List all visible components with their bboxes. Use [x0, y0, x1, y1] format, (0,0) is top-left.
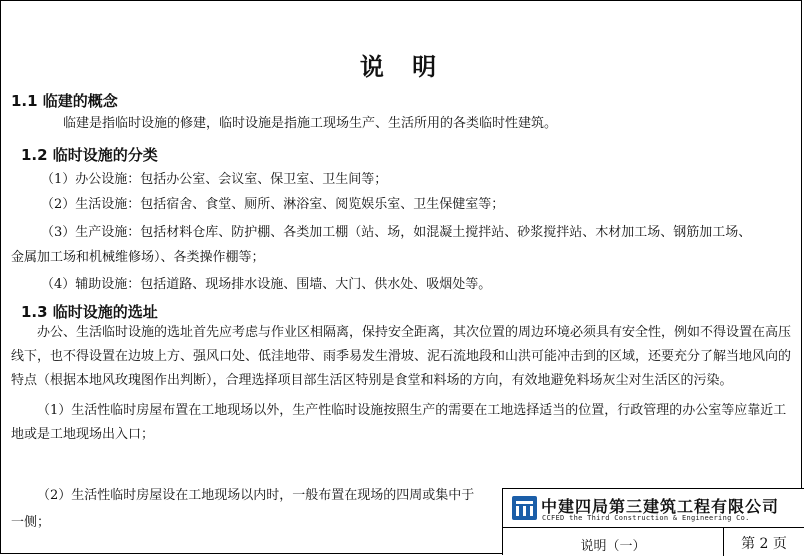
- classification-item: （2）生活设施：包括宿舍、食堂、厕所、淋浴室、阅览娱乐室、卫生保健室等；: [41, 197, 505, 212]
- classification-item: （4）辅助设施：包括道路、现场排水设施、围墙、大门、供水处、吸烟处等。: [41, 277, 492, 292]
- classification-item: （3）生产设施：包括材料仓库、防护棚、各类加工棚（站、场，如混凝土搅拌站、砂浆搅拌站、木材加工场、钢筋加工场、: [41, 225, 752, 240]
- section-heading-1-2: 1.2 临时设施的分类: [21, 146, 158, 164]
- section-heading-1-1: 1.1 临建的概念: [11, 92, 118, 110]
- siting-point-1: （1）生活性临时房屋布置在工地现场以外，生产性临时设施按照生产的需要在工地选择适当的位置，行政管理的办公室等应靠近工地或是工地现场出入口；: [11, 403, 787, 442]
- section-1-3-body: [11, 321, 797, 447]
- classification-item: （1）办公设施：包括办公室、会议室、保卫室、卫生间等；: [41, 172, 388, 187]
- siting-paragraph: 办公、生活临时设施的选址首先应考虑与作业区相隔离，保持安全距离，其次位置的周边环境必须具有安全性，例如不得设置在高压线下，也不得设置在边坡上方、强风口处、低洼地带、雨季易发生滑坡、泥石流地段和山洪可能冲击到的区域，还要充分了解当地风向的特点（根据本地风玫瑰图作出判断），合理选择项目部生活区特别是食堂和料场的方向，有效地避免料场灰尘对生活区的污染。: [11, 325, 792, 388]
- page-number: 第 2 页: [741, 536, 787, 552]
- page-title: 说 明: [359, 52, 447, 81]
- drawing-name: 说明（一）: [580, 539, 646, 554]
- company-name-en: CCFED the Third Construction & Engineering Co.: [542, 514, 750, 522]
- siting-point-2: （2）生活性临时房屋设在工地现场以内时，一般布置在现场的四周或集中于: [37, 488, 475, 503]
- company-header: [503, 489, 804, 528]
- siting-point-2-continued: 一侧；: [11, 515, 51, 530]
- title-block: [502, 488, 804, 555]
- cscec-logo-icon: [512, 496, 537, 520]
- company-name-cn: 中建四局第三建筑工程有限公司: [541, 497, 780, 516]
- classification-item-continued: 金属加工场和机械维修场）、各类操作棚等；: [11, 250, 265, 265]
- section-1-1-text: 临建是指临时设施的修建，临时设施是指施工现场生产、生活所用的各类临时性建筑。: [63, 116, 558, 131]
- title-block-info: [503, 528, 804, 556]
- section-heading-1-3: 1.3 临时设施的选址: [21, 303, 158, 321]
